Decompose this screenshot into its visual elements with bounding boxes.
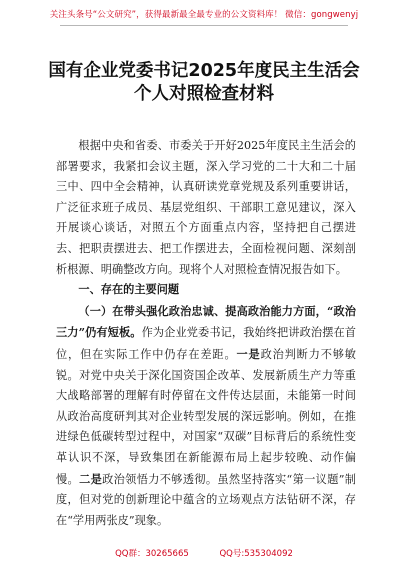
subsection-text-b: 政治判断力不够敏锐。对党中央关于深化国资国企改革、发展新质生产力等重大战略部署的理解有时停留在文件传达层面，未能第一时间从政治高度研判其对企业转型发展的深远影响。例如，在推进绿色低碳转型过程中，对国家“双碳”目标背后的系统性变革认识不深，导致集团在新能源布局上起步较晚、动作偏慢。 (56, 347, 356, 486)
title-line-1: 国有企业党委书记2025年度民主生活会 (48, 61, 360, 81)
document-body (56, 136, 356, 531)
marker-two: 二是 (79, 471, 103, 486)
title-line-2: 个人对照检查材料 (134, 84, 274, 104)
document-title (0, 60, 408, 106)
subsection-paragraph-1 (56, 301, 356, 532)
subsection-text-c: 政治领悟力不够透彻。虽然坚持落实“第一议题”制度，但对党的创新理论中蕴含的立场观点方法钻研不深，存在“学用两张皮”现象。 (56, 472, 356, 527)
footer-qq-group: QQ群：30265665 (115, 549, 189, 559)
subsection-heading-1: （一）在带头强化政治忠诚、提高政治能力方面，“政治三力”仍有短板。 (56, 303, 356, 340)
marker-one: 一是 (236, 346, 261, 361)
promo-banner: 关注头条号“公文研究”，获得最新最全最专业的公文资料库！ 微信：gongwenyj (49, 10, 359, 20)
section-heading-1: 一、存在的主要问题 (78, 283, 180, 297)
subsection-text-a: 作为企业党委书记，我始终把讲政治摆在首位，但在实际工作中仍存在差距。 (56, 326, 356, 361)
footer-qq-number: QQ号:535304092 (219, 549, 293, 559)
footer-contact (0, 547, 408, 559)
intro-paragraph: 根据中央和省委、市委关于开好2025年度民主生活会的部署要求，我紧扣会议主题，深入学习党的二十大和二十届三中、四中全会精神，认真研读党章党规及系列重要讲话，广泛征求班子成员、基层党组织、干部职工意见建议，深入开展谈心谈话，对照五个方面重点内容，坚持把自己摆进去、把职责摆进去、把工作摆进去，全面检视问题、深刻剖析根源、明确整改方向。现将个人对照检查情况报告如下。 (56, 139, 356, 276)
header-divider (60, 25, 348, 26)
